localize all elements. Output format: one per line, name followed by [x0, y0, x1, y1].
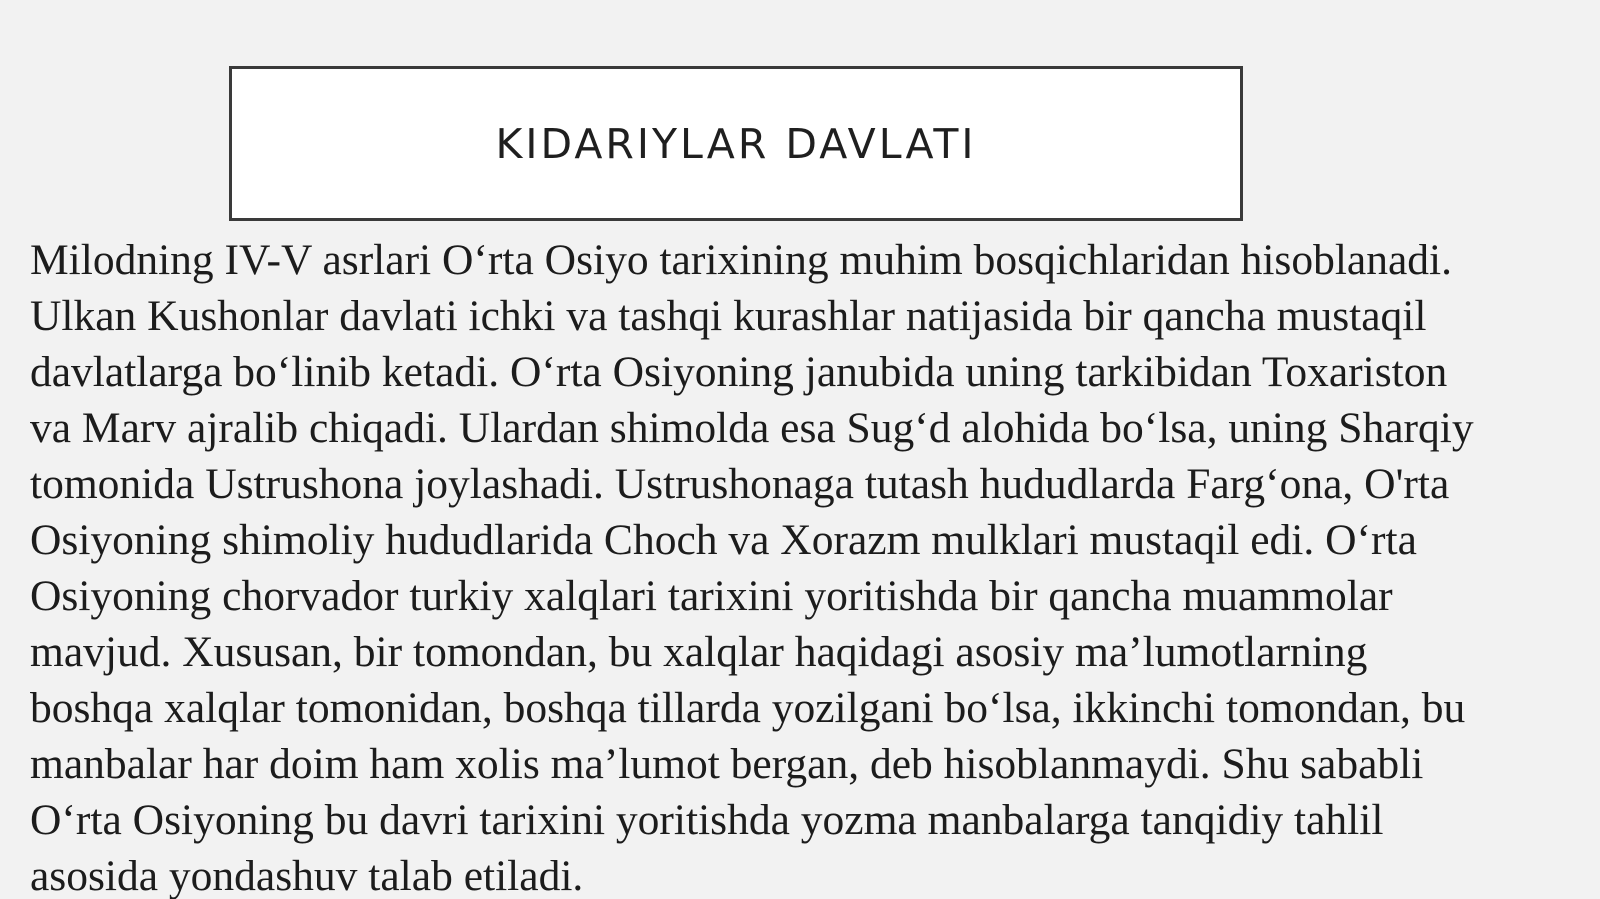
title-box [229, 66, 1243, 221]
body-line: davlatlarga bo‘linib ketadi. O‘rta Osiyoning janubida uning tarkibidan Toxariston [30, 348, 1448, 396]
body-line: mavjud. Xususan, bir tomondan, bu xalqlar haqidagi asosiy ma’lumotlarning [30, 628, 1368, 676]
body-line: Osiyoning shimoliy hududlarida Choch va Xorazm mulklari mustaqil edi. O‘rta [30, 516, 1417, 564]
body-line: manbalar har doim ham xolis ma’lumot bergan, deb hisoblanmaydi. Shu sababli [30, 740, 1424, 788]
body-line: O‘rta Osiyoning bu davri tarixini yoritishda yozma manbalarga tanqidiy tahlil [30, 796, 1384, 844]
body-line: Milodning IV-V asrlari O‘rta Osiyo tarixining muhim bosqichlaridan hisoblanadi. [30, 236, 1453, 284]
body-line: tomonida Ustrushona joylashadi. Ustrushonaga tutash hududlarda Farg‘ona, O'rta [30, 460, 1450, 508]
body-paragraph [30, 232, 1590, 899]
body-line: va Marv ajralib chiqadi. Ulardan shimolda esa Sug‘d alohida bo‘lsa, uning Sharqiy [30, 404, 1474, 452]
body-line: boshqa xalqlar tomonidan, boshqa tillarda yozilgani bo‘lsa, ikkinchi tomondan, bu [30, 684, 1466, 732]
slide-title: KIDARIYLAR DAVLATI [495, 119, 977, 168]
body-line: asosida yondashuv talab etiladi. [30, 852, 584, 899]
body-line: Ulkan Kushonlar davlati ichki va tashqi kurashlar natijasida bir qancha mustaqil [30, 292, 1427, 340]
body-line: Osiyoning chorvador turkiy xalqlari tarixini yoritishda bir qancha muammolar [30, 572, 1393, 620]
